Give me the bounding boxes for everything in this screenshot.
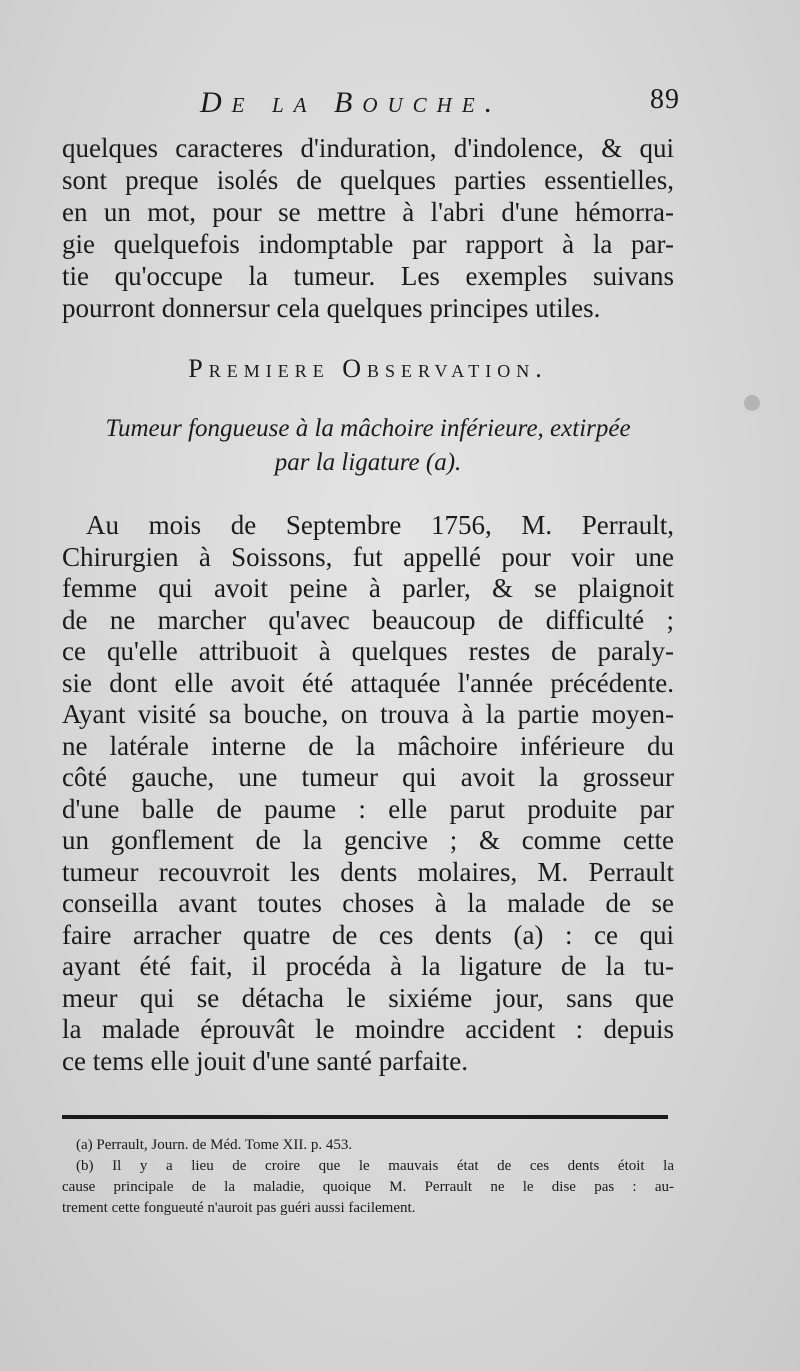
page-content [62, 80, 680, 1219]
footnote-rule [62, 1115, 668, 1119]
text-line: faire arracher quatre de ces dents (a) : ce qui [62, 919, 674, 950]
text-line: Ayant visité sa bouche, on trouva à la partie moyen- [62, 699, 674, 729]
text-line: femme qui avoit peine à parler, & se plaignoit [62, 573, 674, 603]
text-line: conseilla avant toutes choses à la malade de se [62, 888, 674, 918]
text-line: gie quelquefois indomptable par rapport à la par- [62, 229, 674, 259]
observation-body [62, 510, 674, 1077]
text-line: sont preque isolés de quelques parties essentielles, [62, 165, 674, 195]
footnote-line: (b) Il y a lieu de croire que le mauvais état de ces dents étoit la [76, 1158, 674, 1174]
observation-heading: Premiere Observation. [188, 354, 548, 383]
observation-subtitle [62, 412, 674, 480]
text-line: sie dont elle avoit été attaquée l'année précédente. [62, 667, 674, 698]
running-head [62, 80, 680, 132]
text-line: quelques caracteres d'induration, d'indolence, & qui [62, 133, 674, 163]
text-line: tie qu'occupe la tumeur. Les exemples suivans [62, 261, 674, 291]
footnotes [62, 1135, 674, 1219]
intro-paragraph [62, 132, 674, 324]
footnote-line: trement cette fongueuté n'auroit pas guéri aussi facilement. [62, 1200, 416, 1216]
footnote-line: cause principale de la maladie, quoique M. Perrault ne le dise pas : au- [62, 1179, 674, 1195]
footnote-line: (a) Perrault, Journ. de Méd. Tome XII. p. 453. [76, 1137, 353, 1153]
text-line: ce qu'elle attribuoit à quelques restes de paraly- [62, 636, 674, 666]
text-line: ce tems elle jouit d'une santé parfaite. [62, 1045, 468, 1076]
text-line: ne latérale interne de la mâchoire inférieure du [62, 730, 674, 761]
subtitle-line: par la ligature (a). [274, 449, 462, 476]
running-title: De la Bouche. [200, 86, 503, 119]
text-line: un gonflement de la gencive ; & comme cette [62, 825, 674, 855]
subtitle-line: Tumeur fongueuse à la mâchoire inférieure, extirpée [105, 415, 631, 442]
text-line: de ne marcher qu'avec beaucoup de difficulté ; [62, 604, 674, 635]
page-number: 89 [650, 84, 680, 115]
text-line: d'une balle de paume : elle parut produite par [62, 793, 674, 824]
text-line: Chirurgien à Soissons, fut appellé pour voir une [62, 541, 674, 572]
text-line: côté gauche, une tumeur qui avoit la grosseur [62, 762, 674, 792]
text-line: en un mot, pour se mettre à l'abri d'une hémorra- [62, 197, 674, 227]
text-line: tumeur recouvroit les dents molaires, M. Perrault [62, 856, 674, 887]
text-line: la malade éprouvât le moindre accident : depuis [62, 1014, 674, 1044]
text-line: Au mois de Septembre 1756, M. Perrault, [86, 510, 674, 540]
ink-blot [744, 395, 760, 411]
text-line: ayant été fait, il procéda à la ligature de la tu- [62, 951, 674, 981]
text-line: pourront donnersur cela quelques principes utiles. [62, 293, 601, 323]
text-line: meur qui se détacha le sixiéme jour, sans que [62, 982, 674, 1013]
